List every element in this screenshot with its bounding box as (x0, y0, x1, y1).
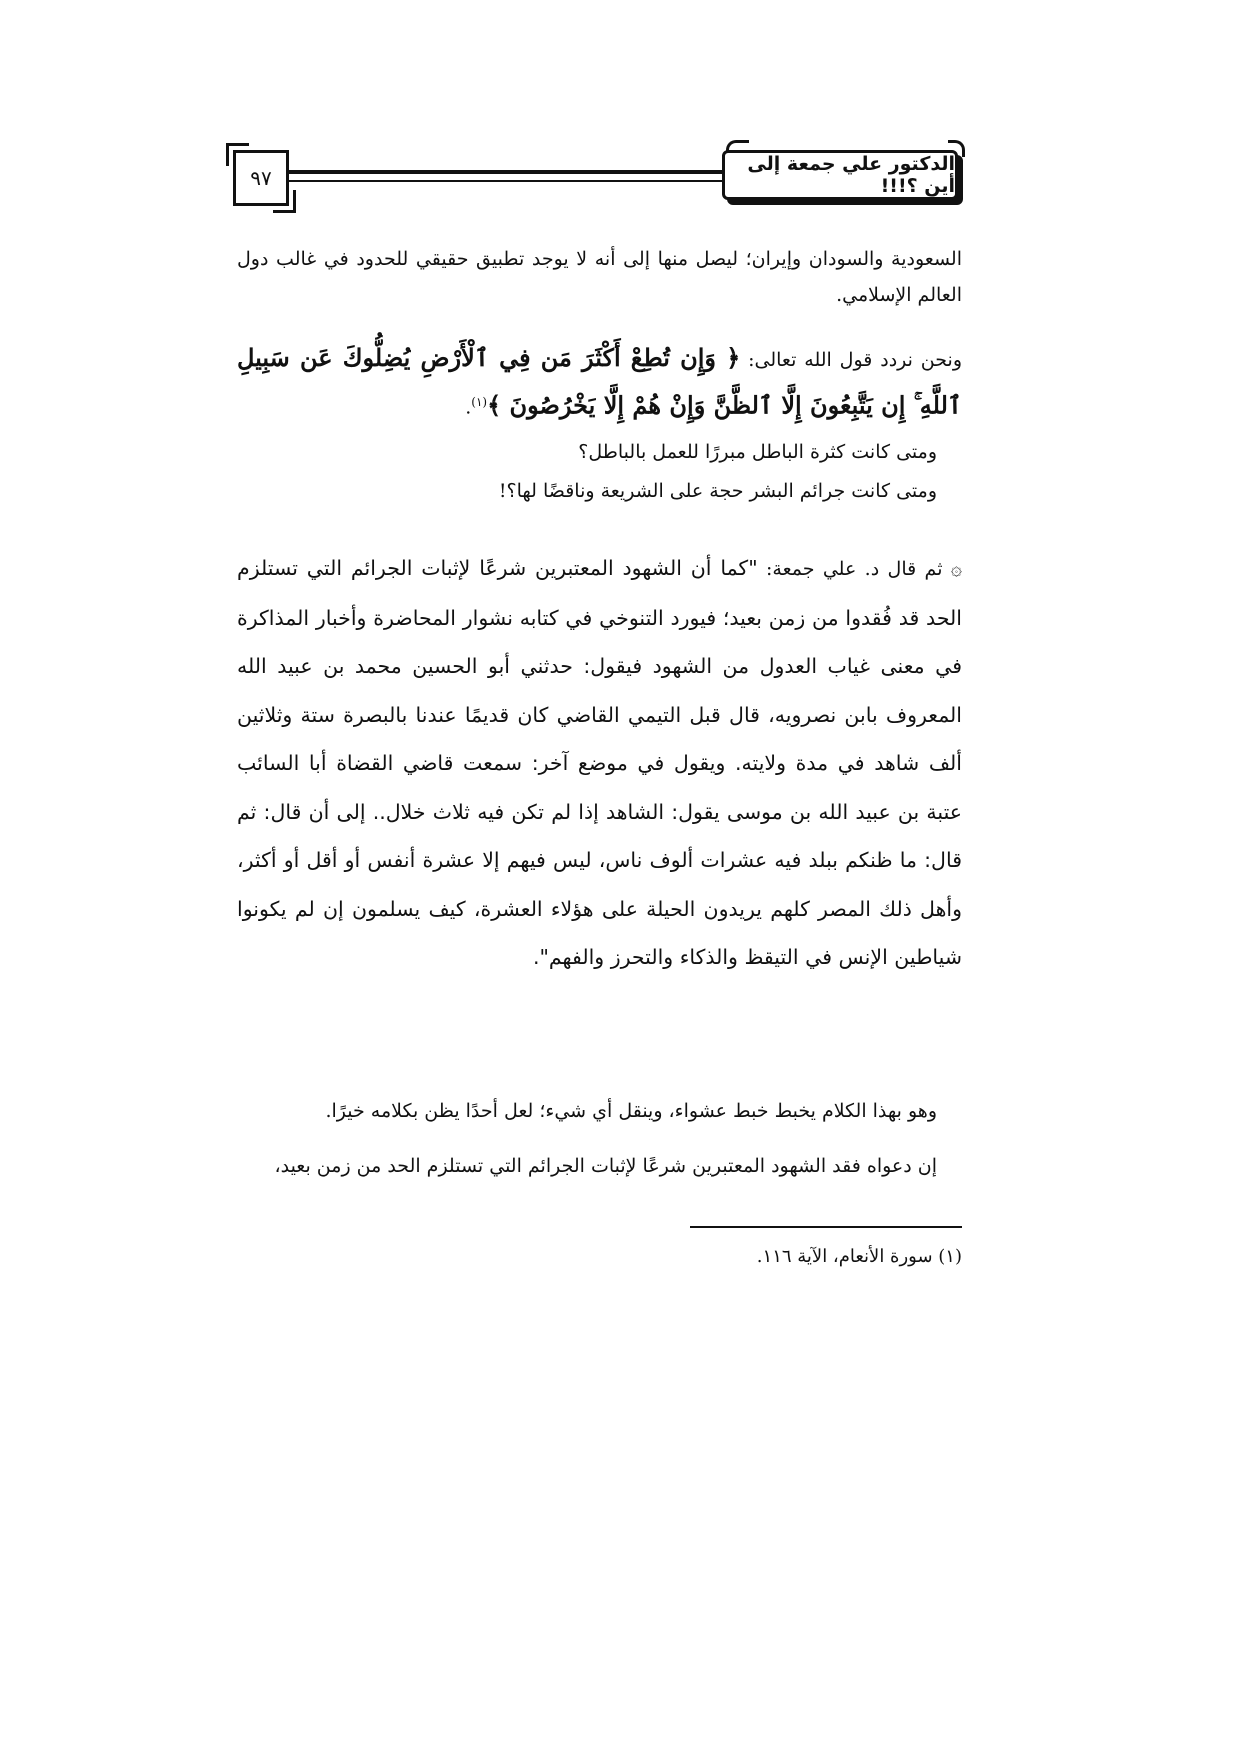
quran-verse: ﴿ وَإِن تُطِعْ أَكْثَرَ مَن فِي ٱلْأَرْضِ يُضِلُّوكَ عَن سَبِيلِ ٱللَّهِ ۚ إِن يَتَّبِعُونَ إِلَّا ٱلظَّنَّ وَإِنْ هُمْ إِلَّا يَخْرُصُونَ ﴾ (237, 343, 962, 420)
header-rule-top (289, 170, 722, 174)
running-title-box (722, 150, 958, 200)
paragraph-5: وهو بهذا الكلام يخبط خبط عشواء، وينقل أي شيء؛ لعل أحدًا يظن بكلامه خيرًا. (325, 1100, 937, 1122)
quote-intro: ۞ ثم قال د. علي جمعة: (757, 558, 962, 580)
verse-end: . (465, 396, 472, 419)
page-number-box (233, 150, 289, 206)
footnote-ref: (١) (471, 395, 488, 409)
paragraph-6: إن دعواه فقد الشهود المعتبرين شرعًا لإثبات الجرائم التي تستلزم الحد من زمن بعيد، (274, 1155, 937, 1177)
paragraph-1: السعودية والسودان وإيران؛ ليصل منها إلى أنه لا يوجد تطبيق حقيقي للحدود في غالب دول العالم الإسلامي. (237, 248, 962, 306)
header-rule-bottom (289, 180, 722, 182)
paragraph-verse (237, 337, 962, 428)
paragraph-question-2: ومتى كانت جرائم البشر حجة على الشريعة وناقضًا لها؟! (498, 480, 937, 502)
verse-intro: ونحن نردد قول الله تعالى: (740, 349, 962, 371)
footnote-separator (690, 1226, 962, 1228)
footnote: (١) سورة الأنعام، الآية ١١٦. (756, 1246, 962, 1267)
running-title: الدكتور علي جمعة إلى أين ؟!!! (747, 153, 955, 197)
paragraph-question-1: ومتى كانت كثرة الباطل مبررًا للعمل بالباطل؟ (578, 441, 937, 463)
page-number: ٩٧ (250, 166, 272, 190)
quote-text: "كما أن الشهود المعتبرين شرعًا لإثبات الجرائم التي تستلزم الحد قد فُقدوا من زمن بعيد؛ فيورد التنوخي في كتابه نشوار المحاضرة وأخبار المذاكرة في معنى غياب العدول من الشهود فيقول: حدثني أبو الحسين محمد بن عبيد الله المعروف بابن نصرويه، قال قبل التيمي القاضي كان قديمًا عندنا بالبصرة ستة وثلاثين ألف شاهد في مدة ولايته. ويقول في موضع آخر: سمعت قاضي القضاة أبا السائب عتبة بن عبيد الله بن موسى يقول: الشاهد إذا لم تكن فيه ثلاث خلال.. إلى أن قال: ثم قال: ما ظنكم ببلد فيه عشرات ألوف ناس، ليس فيهم إلا عشرة أنفس أو أقل أو أكثر، وأهل ذلك المصر كلهم يريدون الحيلة على هؤلاء العشرة، كيف يسلمون إن لم يكونوا شياطين الإنس في التيقظ والذكاء والتحرز والفهم". (237, 556, 962, 969)
quotation-paragraph (237, 544, 962, 982)
